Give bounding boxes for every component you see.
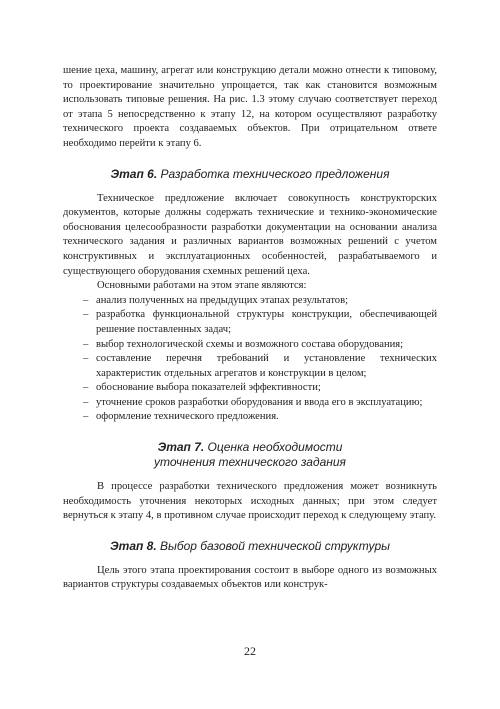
list-item: – обоснование выбора показателей эффективности; [83, 382, 321, 394]
stage-6-paragraph: Техническое предложение включает совокупность конструкторских документов, которые должны содержать технические и технико-экономические обоснования целесообразности разработки документации на основании анализа технического задания и различных вариантов возможных решений с учетом конструктивных и эксплуатационных особенностей, разрабатываемого и существующего оборудования схемных решений цеха. [63, 192, 437, 277]
stage-8-number: Этап 8. [110, 538, 157, 553]
list-item: – разработка функциональной структуры конструкции, обеспечивающей решение поставленных задач; [83, 309, 437, 335]
intro-paragraph: шение цеха, машину, агрегат или конструкцию детали можно отнести к типовому, то проектирование значительно упрощается, так как становится возможным использовать типовые решения. На рис. 1.3 этому случаю соответствует переход от этапа 5 непосредственно к этапу 12, на котором осуществляют разработку технического проекта создаваемых объектов. При отрицательном ответе необходимо перейти к этапу 6. [63, 65, 437, 149]
stage-8-title: Выбор базовой технической структуры [160, 538, 390, 553]
stage-6-title: Разработка технического предложения [160, 166, 390, 181]
stage-6-number: Этап 6. [110, 166, 158, 181]
stage-6-list-intro: Основными работами на этом этапе являются: [97, 280, 307, 292]
stage-7-title-line1: Оценка необходимости [207, 440, 343, 455]
stage-7-number: Этап 7. [157, 440, 205, 455]
stage-8-heading [63, 539, 437, 554]
list-item: – уточнение сроков разработки оборудования и ввода его в эксплуатацию; [83, 396, 423, 408]
stage-7-paragraph: В процессе разработки технического предложения может возникнуть необходимость уточнения некоторых исходных данных; при этом следует вернуться к этапу 4, в противном случае происходит переход к следующему этапу. [63, 481, 437, 522]
page-number: 22 [244, 644, 256, 658]
stage-7-heading [63, 440, 437, 470]
stage-8-paragraph: Цель этого этапа проектирования состоит в выборе одного из возможных вариантов структуры создаваемых объектов или конструк- [63, 564, 437, 591]
list-item: – оформление технического предложения. [83, 411, 279, 423]
stage-7-title-line2: уточнения технического задания [154, 455, 346, 470]
stage-6-work-list [63, 294, 437, 425]
list-item: – выбор технологической схемы и возможного состава оборудования; [83, 338, 404, 350]
list-item: – составление перечня требований и установление технических характеристик отдельных агрегатов и конструкции в целом; [83, 353, 437, 379]
list-item: – анализ полученных на предыдущих этапах результатов; [83, 294, 349, 306]
stage-6-heading [63, 167, 437, 182]
